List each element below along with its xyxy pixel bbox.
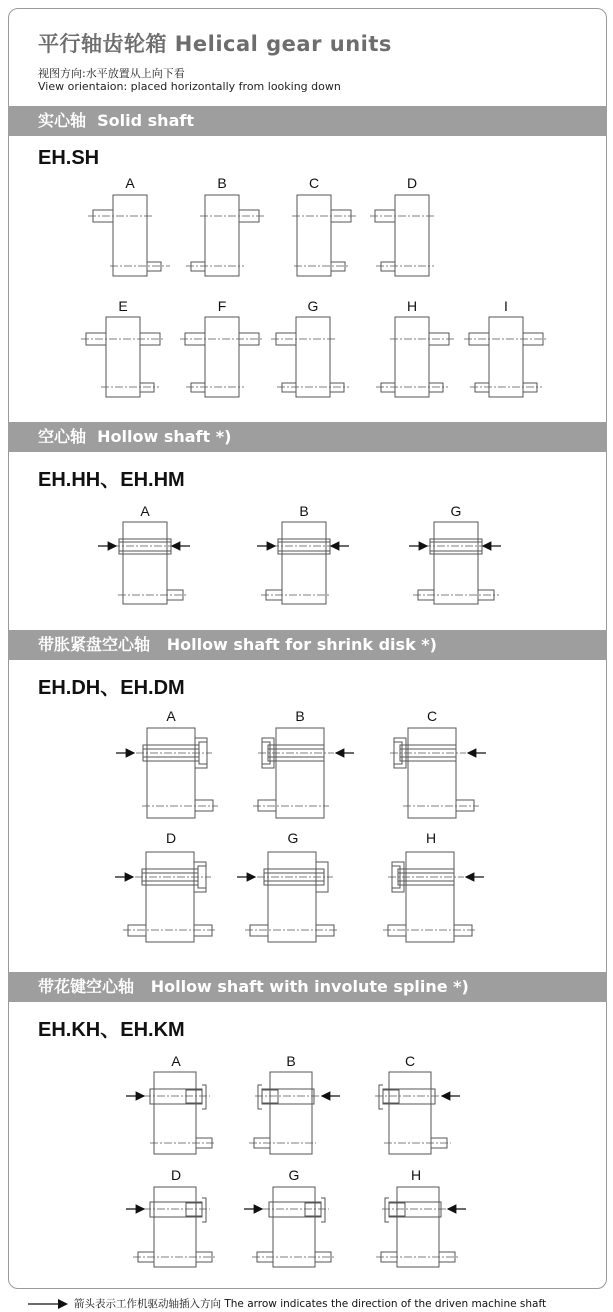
hollow-label-g: G: [450, 503, 462, 519]
arrow-icon: [28, 1299, 68, 1309]
footer-note-text: 箭头表示工作机驱动轴插入方向 The arrow indicates the direction of the driven machine shaft: [74, 1298, 547, 1310]
shrink-label-d: D: [165, 830, 177, 846]
shrink-label-h: H: [425, 830, 437, 846]
solid-label-e: E: [118, 298, 128, 314]
code-hollow-shaft: EH.HH、EH.HM: [38, 469, 185, 491]
section-bar-shrink-disk: 带胀紧盘空心轴 Hollow shaft for shrink disk *): [8, 630, 607, 660]
spline-label-c: C: [404, 1053, 416, 1069]
spline-label-h: H: [410, 1167, 422, 1183]
shrink-label-c: C: [426, 708, 438, 724]
solid-label-g: G: [307, 298, 319, 314]
footer-note: [28, 1296, 546, 1311]
section-bar-spline: 带花键空心轴 Hollow shaft with involute spline *): [8, 972, 607, 1002]
code-shrink-disk: EH.DH、EH.DM: [38, 677, 185, 699]
view-direction-en: View orientaion: placed horizontally from looking down: [38, 80, 341, 93]
solid-label-f: F: [217, 298, 227, 314]
code-solid-shaft: EH.SH: [38, 147, 100, 169]
solid-label-b: B: [217, 175, 227, 191]
shrink-label-a: A: [166, 708, 176, 724]
hollow-label-a: A: [140, 503, 150, 519]
view-direction-cn: 视图方向:水平放置从上向下看: [38, 67, 185, 80]
code-spline: EH.KH、EH.KM: [38, 1019, 185, 1041]
hollow-label-b: B: [299, 503, 309, 519]
spline-label-a: A: [171, 1053, 181, 1069]
solid-label-i: I: [504, 298, 508, 314]
shrink-label-b: B: [295, 708, 305, 724]
spline-label-d: D: [170, 1167, 182, 1183]
section-bar-solid-shaft: 实心轴 Solid shaft: [8, 106, 607, 136]
solid-label-h: H: [406, 298, 418, 314]
section-bar-hollow-shaft: 空心轴 Hollow shaft *): [8, 422, 607, 452]
spline-label-g: G: [288, 1167, 300, 1183]
page-title: 平行轴齿轮箱 Helical gear units: [38, 32, 392, 56]
solid-label-a: A: [125, 175, 135, 191]
spline-label-b: B: [286, 1053, 296, 1069]
shrink-label-g: G: [287, 830, 299, 846]
solid-label-d: D: [406, 175, 418, 191]
solid-label-c: C: [308, 175, 320, 191]
